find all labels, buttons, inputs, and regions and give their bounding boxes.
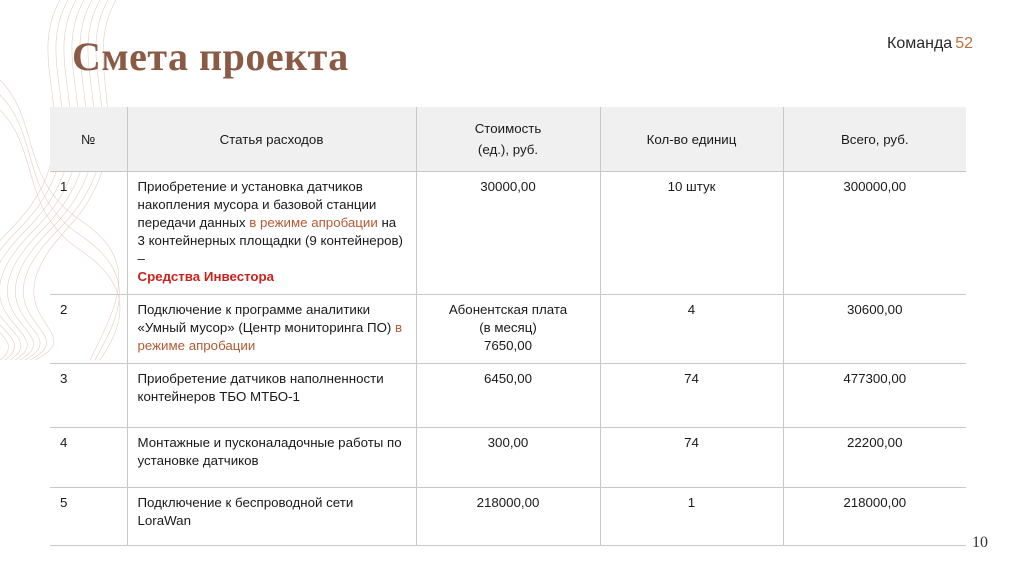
table-row bbox=[50, 172, 966, 295]
header-qty: Кол-во единиц bbox=[600, 107, 783, 172]
page-number: 10 bbox=[972, 534, 988, 551]
cell-item: Монтажные и пусконаладочные работы по установке датчиков bbox=[127, 428, 416, 488]
cell-cost: 300,00 bbox=[416, 428, 600, 488]
table-row bbox=[50, 364, 966, 428]
cell-qty: 4 bbox=[600, 295, 783, 364]
cell-total: 300000,00 bbox=[783, 172, 966, 295]
cell-num: 5 bbox=[50, 488, 127, 546]
table-row bbox=[50, 295, 966, 364]
logo-number: 52 bbox=[955, 35, 973, 52]
team-logo bbox=[887, 35, 973, 53]
cell-qty: 74 bbox=[600, 428, 783, 488]
header-num: № bbox=[50, 107, 127, 172]
cell-item bbox=[127, 295, 416, 364]
cost-line1: Абонентская плата bbox=[448, 302, 568, 317]
cell-num: 3 bbox=[50, 364, 127, 428]
item-highlight: в режиме апробации bbox=[249, 215, 378, 230]
item-highlight: в режиме апробации bbox=[137, 320, 403, 353]
cell-qty: 1 bbox=[600, 488, 783, 546]
budget-table bbox=[50, 107, 966, 546]
item-text: Подключение к программе аналитики «Умный мусор» (Центр мониторинга ПО) bbox=[137, 302, 396, 335]
header-cost bbox=[416, 107, 600, 172]
table-header-row bbox=[50, 107, 966, 172]
header-total: Всего, руб. bbox=[783, 107, 966, 172]
cell-item bbox=[127, 172, 416, 295]
item-text: Приобретение и установка датчиков накопления мусора и базовой станции передачи данных bbox=[137, 179, 377, 230]
cell-total: 22200,00 bbox=[783, 428, 966, 488]
cell-cost: 6450,00 bbox=[416, 364, 600, 428]
cell-total: 477300,00 bbox=[783, 364, 966, 428]
table-row bbox=[50, 488, 966, 546]
header-cost-line1: Стоимость bbox=[474, 121, 542, 136]
cell-num: 4 bbox=[50, 428, 127, 488]
cost-line2: (в месяц) bbox=[479, 320, 537, 335]
page-title: Смета проекта bbox=[72, 34, 349, 79]
cell-num: 2 bbox=[50, 295, 127, 364]
cell-cost bbox=[416, 295, 600, 364]
cell-item: Подключение к беспроводной сети LoraWan bbox=[127, 488, 416, 546]
item-tail: на 3 контейнерных площадки (9 контейнеров) – bbox=[137, 215, 403, 266]
item-investor: Средства Инвестора bbox=[137, 269, 275, 284]
table-row bbox=[50, 428, 966, 488]
cell-total: 218000,00 bbox=[783, 488, 966, 546]
cell-qty: 10 штук bbox=[600, 172, 783, 295]
cell-total: 30600,00 bbox=[783, 295, 966, 364]
logo-text: Команда bbox=[887, 35, 953, 52]
cell-cost: 218000,00 bbox=[416, 488, 600, 546]
cell-num: 1 bbox=[50, 172, 127, 295]
cell-qty: 74 bbox=[600, 364, 783, 428]
cell-cost: 30000,00 bbox=[416, 172, 600, 295]
cost-line3: 7650,00 bbox=[483, 338, 533, 353]
header-cost-line2: (ед.), руб. bbox=[477, 142, 539, 157]
header-item: Статья расходов bbox=[127, 107, 416, 172]
cell-item: Приобретение датчиков наполненности контейнеров ТБО МТБО-1 bbox=[127, 364, 416, 428]
